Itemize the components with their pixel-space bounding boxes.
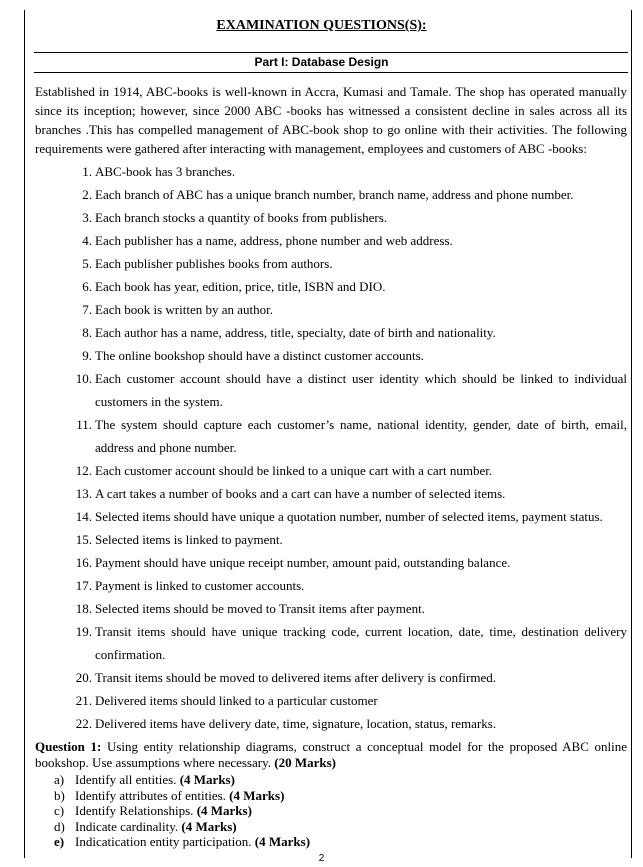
requirement-item: [72, 689, 627, 712]
requirement-text: Each publisher has a name, address, phone number and web address.: [95, 233, 453, 248]
sub-question-letter: b): [54, 787, 65, 803]
requirement-item: [72, 666, 627, 689]
requirement-item: [72, 275, 627, 298]
requirement-number: 1.: [82, 164, 92, 179]
sub-question-text: Indicatication entity participation.: [75, 834, 255, 849]
requirement-number: 18.: [75, 601, 92, 616]
requirement-text: Each publisher publishes books from authors.: [95, 256, 333, 271]
sub-question-letter: e): [54, 834, 65, 849]
requirement-text: Each branch of ABC has a unique branch number, branch name, address and phone number.: [95, 187, 574, 202]
sub-question-text: Identify attributes of entities.: [75, 787, 230, 803]
sub-question-marks: (4 Marks): [181, 818, 237, 834]
part-title: Part I: Database Design: [254, 55, 389, 69]
sub-question-text: Identify all entities.: [75, 772, 180, 787]
requirement-number: 15.: [75, 532, 92, 547]
requirement-text: Selected items is linked to payment.: [95, 532, 283, 547]
requirement-item: [72, 620, 627, 666]
requirement-item: [72, 459, 627, 482]
sub-question-marks: (4 Marks): [179, 772, 235, 787]
sub-question-item: [54, 772, 310, 788]
requirement-number: 12.: [75, 463, 92, 478]
part-divider: [34, 72, 628, 73]
requirement-item: [72, 413, 627, 459]
requirement-item: [72, 321, 627, 344]
intro-paragraph: Established in 1914, ABC-books is well-known in Accra, Kumasi and Tamale. The shop has operated manually since its inception; however, since 2000 ABC -books has witnessed a consistent decline in sales across all its branches .This has compelled management of ABC-book shop to go online with their activities. The following requirements were gathered after interacting with management, employees and customers of ABC -books:: [35, 84, 627, 156]
requirement-item: [72, 528, 627, 551]
requirement-text: ABC-book has 3 branches.: [95, 164, 236, 179]
question-label: Question 1:: [35, 739, 102, 754]
requirement-number: 5.: [82, 256, 92, 271]
sub-question-marks: (4 Marks): [254, 834, 311, 849]
requirement-number: 14.: [75, 509, 92, 524]
requirement-text: Transit items should have unique tracking code, current location, date, time, destination delivery confirmation.: [95, 624, 627, 662]
requirement-item: [72, 505, 627, 528]
requirement-text: Payment should have unique receipt number, amount paid, outstanding balance.: [95, 555, 511, 570]
sub-question-item: [54, 788, 310, 804]
requirement-number: 16.: [75, 555, 92, 570]
sub-question-item: [54, 803, 310, 819]
requirement-text: Each branch stocks a quantity of books from publishers.: [95, 210, 388, 225]
requirement-item: [72, 183, 627, 206]
requirement-text: The system should capture each customer’s name, national identity, gender, date of birth, email, address and phone number.: [95, 417, 627, 455]
requirement-number: 19.: [75, 624, 92, 639]
requirement-number: 9.: [82, 348, 92, 363]
requirement-number: 3.: [82, 210, 92, 225]
question-text: Using entity relationship diagrams, construct a conceptual model for the proposed ABC online bookshop. Use assumptions where necessary.: [35, 739, 627, 770]
page-number: 2: [318, 853, 325, 864]
sub-question-item: [54, 834, 310, 850]
sub-question-marks: (4 Marks): [229, 787, 285, 803]
requirement-text: Selected items should have unique a quotation number, number of selected items, payment status.: [95, 509, 603, 524]
sub-question-item: [54, 819, 310, 835]
question-1: [35, 739, 627, 771]
requirement-text: Payment is linked to customer accounts.: [95, 578, 305, 593]
requirement-text: Each book is written by an author.: [95, 302, 273, 317]
requirement-item: [72, 252, 627, 275]
requirement-item: [72, 160, 627, 183]
requirement-number: 11.: [76, 417, 92, 432]
exam-title: EXAMINATION QUESTIONS(S):: [216, 18, 427, 33]
requirement-item: [72, 712, 627, 735]
requirement-text: Transit items should be moved to delivered items after delivery is confirmed.: [95, 670, 496, 685]
requirement-text: Each book has year, edition, price, title, ISBN and DIO.: [95, 279, 386, 294]
requirement-item: [72, 597, 627, 620]
requirement-text: Each author has a name, address, title, specialty, date of birth and nationality.: [95, 325, 496, 340]
requirement-item: [72, 367, 627, 413]
sub-question-letter: a): [54, 772, 65, 787]
requirement-text: Each customer account should be linked to a unique cart with a cart number.: [95, 463, 493, 478]
sub-question-marks: (4 Marks): [196, 803, 252, 818]
requirement-item: [72, 344, 627, 367]
sub-question-text: Indicate cardinality.: [75, 818, 182, 834]
requirement-number: 22.: [75, 716, 92, 731]
requirement-text: Delivered items have delivery date, time, signature, location, status, remarks.: [95, 716, 497, 731]
requirement-number: 2.: [82, 187, 92, 202]
requirement-text: Each customer account should have a distinct user identity which should be linked to individual customers in the system.: [95, 371, 627, 409]
requirement-number: 8.: [82, 325, 92, 340]
title-divider: [34, 52, 628, 53]
requirement-item: [72, 574, 627, 597]
requirement-text: Selected items should be moved to Transit items after payment.: [95, 601, 426, 616]
requirement-item: [72, 482, 627, 505]
requirement-item: [72, 229, 627, 252]
sub-questions-list: [54, 772, 310, 850]
sub-question-text: Identify Relationships.: [75, 803, 197, 818]
requirement-number: 13.: [75, 486, 92, 501]
requirement-text: The online bookshop should have a distinct customer accounts.: [95, 348, 424, 363]
requirement-text: A cart takes a number of books and a cart can have a number of selected items.: [95, 486, 506, 501]
requirement-number: 6.: [82, 279, 92, 294]
requirement-item: [72, 298, 627, 321]
requirement-text: Delivered items should linked to a particular customer: [95, 693, 378, 708]
requirement-number: 10.: [75, 371, 92, 386]
requirement-item: [72, 551, 627, 574]
requirement-number: 21.: [75, 693, 92, 708]
sub-question-letter: d): [54, 818, 65, 834]
sub-question-letter: c): [54, 803, 65, 818]
requirements-list: [72, 160, 627, 735]
requirement-item: [72, 206, 627, 229]
requirement-number: 20.: [75, 670, 92, 685]
requirement-number: 4.: [82, 233, 92, 248]
question-marks: (20 Marks): [274, 755, 336, 770]
requirement-number: 7.: [82, 302, 92, 317]
requirement-number: 17.: [75, 578, 92, 593]
